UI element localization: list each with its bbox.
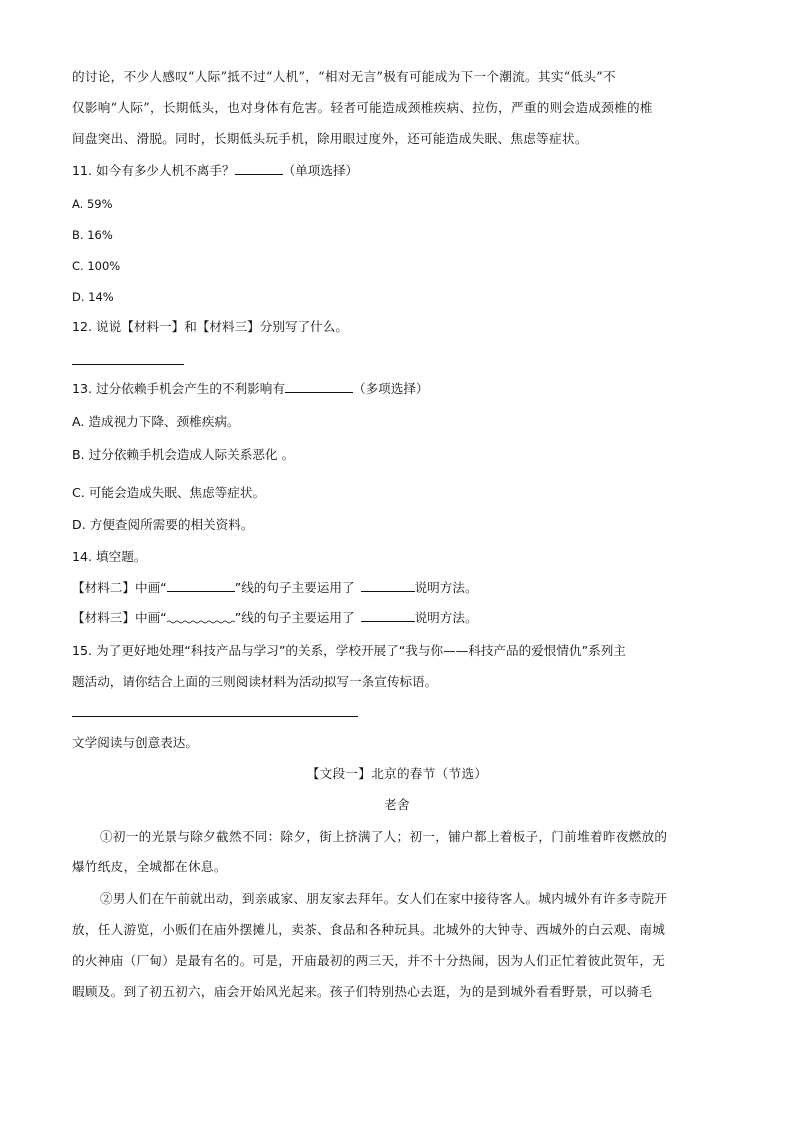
- question-11-stem: 11. 如今有多少人机不离手？: [72, 163, 235, 178]
- article-author: 老舍: [384, 797, 410, 812]
- question-11: [72, 162, 358, 180]
- section-heading: 文学阅读与创意表达。: [72, 735, 198, 750]
- answer-blank[interactable]: [285, 380, 353, 393]
- answer-line[interactable]: [72, 716, 358, 717]
- question-14-stem: 14. 填空题。: [72, 549, 147, 564]
- option-a: A. 造成视力下降、颈椎疾病。: [72, 414, 240, 429]
- option-c: C. 100%: [72, 259, 121, 273]
- article-title: 【文段一】北京的春节（节选）: [306, 766, 488, 781]
- answer-blank[interactable]: [361, 579, 415, 592]
- question-14-line-2: [72, 609, 478, 627]
- question-13-stem: 13. 过分依赖手机会产生的不利影响有: [72, 381, 285, 396]
- fill-text: 说明方法。: [414, 610, 478, 625]
- option-d: D. 方便查阅所需要的相关资料。: [72, 517, 254, 532]
- question-12-stem: 12. 说说【材料一】和【材料三】分别写了什么。: [72, 319, 348, 334]
- passage-line: 的讨论，不少人感叹“人际”抵不过“人机”，“相对无言”极有可能成为下一个潮流。其实“低头”不: [72, 69, 616, 84]
- passage-line: 间盘突出、滑脱。同时，长期低头玩手机，除用眼过度外，还可能造成失眠、焦虑等症状。: [72, 131, 588, 146]
- option-c: C. 可能会造成失眠、焦虑等症状。: [72, 485, 266, 500]
- option-a: A. 59%: [72, 197, 113, 211]
- question-15-line: 15. 为了更好地处理“科技产品与学习”的关系，学校开展了“我与你——科技产品的爱恨情仇”系列主: [72, 643, 626, 658]
- fill-text: 说明方法。: [414, 580, 478, 595]
- underline-sample: [167, 579, 235, 592]
- option-b: B. 过分依赖手机会造成人际关系恶化 。: [72, 447, 295, 462]
- paragraph-line: 的火神庙（厂甸）是最有名的。可是，开庙最初的两三天，并不十分热闹，因为人们正忙着彼此贺年，无: [72, 953, 666, 968]
- wavy-line-sample: [167, 610, 235, 622]
- paragraph-line: 暇顾及。到了初五初六，庙会开始风光起来。孩子们特别热心去逛，为的是到城外看看野景，可以骑毛: [72, 984, 653, 999]
- question-15-line: 题活动，请你结合上面的三则阅读材料为活动拟写一条宣传标语。: [72, 674, 438, 689]
- paragraph-line: ①初一的光景与除夕截然不同：除夕，街上挤满了人；初一，铺户都上着板子，门前堆着昨夜燃放的: [100, 829, 668, 844]
- paragraph-line: 放，任人游览，小贩们在庙外摆摊儿，卖茶、食品和各种玩具。北城外的大钟寺、西城外的白云观、南城: [72, 922, 666, 937]
- fill-text: 【材料三】中画“: [72, 610, 167, 625]
- question-13: [72, 380, 429, 398]
- passage-line: 仅影响“人际”，长期低头，也对身体有危害。轻者可能造成颈椎疾病、拉伤，严重的则会造成颈椎的椎: [72, 100, 653, 115]
- paragraph-line: 爆竹纸皮，全城都在休息。: [72, 859, 227, 874]
- option-b: B. 16%: [72, 228, 113, 242]
- option-d: D. 14%: [72, 290, 114, 304]
- fill-text: 【材料二】中画“: [72, 580, 167, 595]
- question-13-type: （多项选择）: [352, 381, 429, 396]
- paragraph-line: ②男人们在午前就出动，到亲戚家、朋友家去拜年。女人们在家中接待客人。城内城外有许多寺院开: [100, 891, 668, 906]
- answer-blank[interactable]: [235, 162, 283, 175]
- question-11-type: （单项选择）: [282, 163, 359, 178]
- answer-blank[interactable]: [361, 609, 415, 622]
- fill-text: ”线的句子主要运用了: [234, 580, 355, 595]
- answer-line[interactable]: [72, 364, 184, 365]
- question-14-line-1: [72, 579, 478, 597]
- fill-text: ”线的句子主要运用了: [234, 610, 355, 625]
